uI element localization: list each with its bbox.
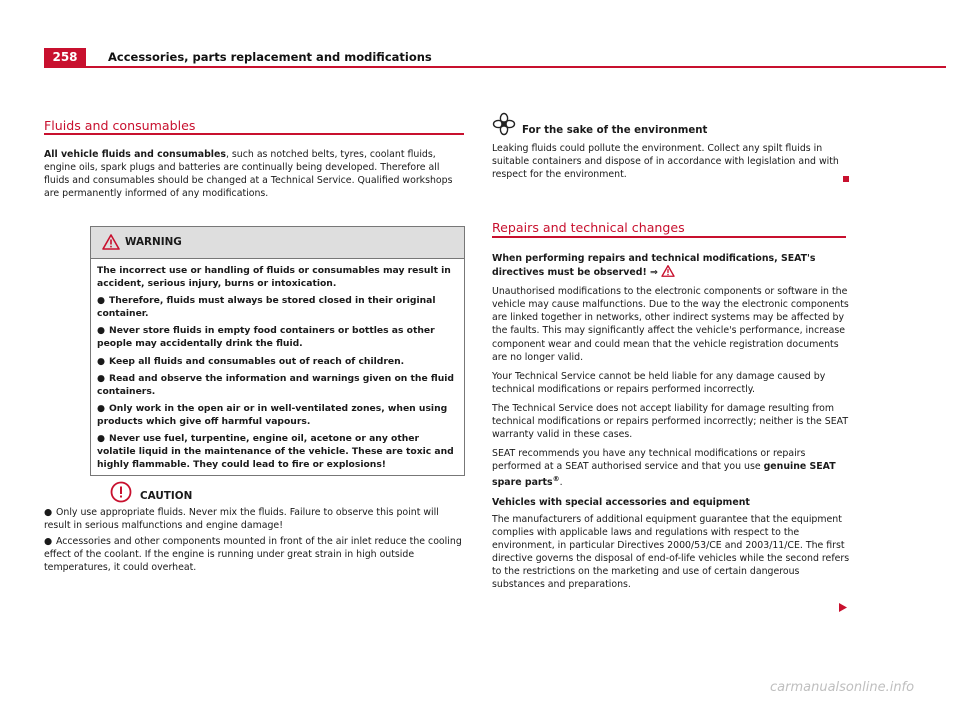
warning-body: [91, 259, 464, 475]
bullet-icon: ●: [97, 372, 106, 384]
environment-paragraph: Leaking fluids could pollute the environment. Collect any spilt fluids in suitable containers and dispose of in accordance with legislation and with respect for the environment.: [492, 143, 839, 181]
section-title-fluids: Fluids and consumables: [44, 118, 196, 133]
recommend-text: SEAT recommends you have any technical modifications or repairs performed at a SEAT authorised service and that you use: [492, 448, 806, 473]
caution-exclamation-icon: [110, 481, 132, 503]
warning-triangle-icon[interactable]: [661, 265, 675, 277]
repairs-paragraph: Your Technical Service cannot be held liable for any damage caused by technical modifications or repairs performed incorrectly.: [492, 370, 826, 395]
recommend-paragraph: [492, 447, 850, 489]
bullet-icon: ●: [97, 402, 106, 414]
registered-mark: ®: [552, 475, 560, 484]
subheading-special-accessories: Vehicles with special accessories and equipment: [492, 496, 750, 508]
caution-body: [44, 506, 464, 574]
repairs-lead: [492, 252, 850, 279]
fluids-intro: [44, 148, 464, 200]
warning-bullet-text: Never store fluids in empty food containers or bottles as other people may accidentally drink the fluid.: [97, 325, 435, 350]
warning-bullet-text: Only work in the open air or in well-ventilated zones, when using products which give off harmful vapours.: [97, 402, 448, 427]
warning-label: WARNING: [125, 236, 182, 248]
bullet-icon: ●: [97, 433, 106, 445]
section-end-marker: [843, 176, 849, 182]
repairs-paragraph: The Technical Service does not accept liability for damage resulting from technical modifications or repairs performed incorrectly; neither is the SEAT warranty valid in these cases.: [492, 402, 849, 441]
warning-box: [90, 226, 465, 476]
manufacturers-paragraph: The manufacturers of additional equipment guarantee that the equipment complies with applicable laws and regulations with respect to the environment, in particular Directives 2000/53/CE and 2003/11/CE. The first directive governs the disposal of end-of-life vehicles while the second refers to the restrictions on the marketing and use of certain dangerous substances and preparations.: [492, 513, 850, 591]
warning-bullet-text: Read and observe the information and warnings given on the fluid containers.: [97, 372, 454, 397]
warning-bullet-text: Never use fuel, turpentine, engine oil, acetone or any other volatile liquid in the maintenance of the vehicle. These are toxic and highly flammable. They could lead to fire or explosions!: [97, 433, 454, 471]
continue-arrow-icon: [838, 602, 848, 613]
caution-label: CAUTION: [140, 490, 193, 502]
intro-text: , such as notched belts, tyres, coolant fluids, engine oils, spark plugs and batteries are continually being developed. Therefore all fluids and consumables should be changed at a Technical Service. Qualified workshops are permanently informed of any modifications.: [44, 149, 453, 200]
watermark: carmanualsonline.info: [770, 680, 915, 695]
section-title-repairs: Repairs and technical changes: [492, 220, 685, 235]
bullet-icon: ●: [44, 507, 53, 518]
bullet-icon: ●: [97, 355, 106, 367]
caution-bullet-text: Accessories and other components mounted in front of the air inlet reduce the cooling effect of the coolant. If the engine is running under great strain in high outside temperatures, it could overheat.: [44, 536, 462, 574]
warning-header: [91, 227, 464, 259]
warning-bullet-text: Therefore, fluids must always be stored closed in their original container.: [97, 295, 436, 320]
intro-lead: All vehicle fluids and consumables: [44, 149, 226, 160]
warning-bullet: [97, 355, 458, 368]
warning-bullet: [97, 294, 458, 320]
bullet-icon: ●: [97, 325, 106, 337]
environment-title: For the sake of the environment: [522, 125, 708, 136]
caution-bullet: [44, 535, 464, 574]
warning-bullet: [97, 324, 458, 350]
page-header-title: Accessories, parts replacement and modifications: [108, 50, 432, 64]
repairs-body: [492, 252, 850, 591]
caution-bullet-text: Only use appropriate fluids. Never mix the fluids. Failure to observe this point will result in serious malfunctions and engine damage!: [44, 507, 439, 532]
environment-text: [492, 142, 848, 181]
repairs-paragraph: Unauthorised modifications to the electronic components or software in the vehicle may cause malfunctions. Due to the way the electronic components are linked together in networks, other indirect systems may be affected by the faults. This may significantly affect the vehicle's performance, increase component wear and could mean that the vehicle registration documents are no longer valid.: [492, 286, 849, 363]
header-divider: [44, 66, 946, 68]
warning-lead: The incorrect use or handling of fluids or consumables may result in accident, serious injury, burns or intoxication.: [97, 265, 451, 290]
recommend-end: .: [559, 477, 563, 489]
bullet-icon: ●: [97, 295, 106, 307]
warning-bullet: [97, 432, 458, 471]
genuine-parts-text: genuine SEAT spare parts: [492, 461, 836, 489]
page-number: 258: [44, 48, 86, 67]
warning-bullet: [97, 402, 458, 428]
warning-bullet: [97, 372, 458, 398]
bullet-icon: ●: [44, 536, 53, 548]
environment-flower-icon: [492, 112, 516, 136]
repairs-lead-text: When performing repairs and technical modifications, SEAT's directives must be observed! ⇒: [492, 253, 816, 279]
caution-bullet: [44, 506, 464, 532]
warning-triangle-icon: [102, 234, 120, 250]
section-divider: [44, 133, 464, 135]
section-divider: [492, 236, 846, 238]
warning-bullet-text: Keep all fluids and consumables out of reach of children.: [109, 355, 405, 367]
